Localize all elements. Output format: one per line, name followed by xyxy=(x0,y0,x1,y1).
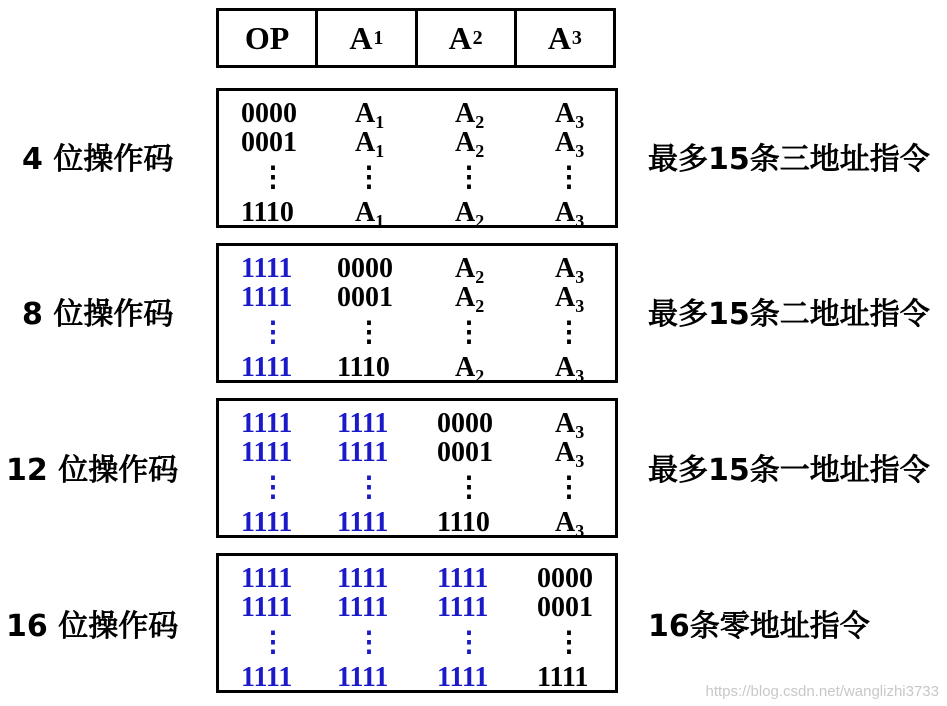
opcode-bits xyxy=(337,283,393,313)
opcode-block-4 xyxy=(216,553,618,693)
cell-text: 1111 xyxy=(241,253,293,284)
cell-subscript: 1 xyxy=(375,211,385,231)
cell-text: A xyxy=(455,127,476,158)
ellipsis-dots xyxy=(555,163,583,193)
opcode-block-2 xyxy=(216,243,618,386)
cell-subscript: 2 xyxy=(475,211,485,231)
opcode-length-label: 8 位操作码 xyxy=(22,297,174,332)
cell-text: 1111 xyxy=(241,408,293,439)
cell-text: 0001 xyxy=(241,127,297,158)
ellipsis-dots xyxy=(555,473,583,503)
opcode-bits xyxy=(437,663,488,693)
cell-subscript: 2 xyxy=(475,112,485,132)
opcode-bits xyxy=(241,198,294,228)
cell-subscript: 3 xyxy=(575,422,585,442)
cell-text: A xyxy=(555,507,576,538)
cell-text: ⋮ xyxy=(455,472,483,503)
opcode-bits xyxy=(537,663,588,693)
cell-text: ⋮ xyxy=(555,317,583,348)
address-field xyxy=(555,508,584,546)
opcode-bits xyxy=(241,254,292,284)
ellipsis-dots xyxy=(555,628,583,658)
opcode-bits xyxy=(241,128,297,158)
opcode-block-3 xyxy=(216,398,618,541)
cell-text: A xyxy=(555,437,576,468)
opcode-length-label: 12 位操作码 xyxy=(6,453,179,488)
ellipsis-dots xyxy=(355,628,383,658)
cell-text: 1111 xyxy=(241,437,293,468)
cell-text: 0000 xyxy=(537,563,593,594)
opcode-bits xyxy=(241,564,292,594)
header-op-cell xyxy=(219,11,315,65)
cell-text: ⋮ xyxy=(355,162,383,193)
cell-text: A xyxy=(455,282,476,313)
opcode-bits xyxy=(241,593,292,623)
cell-subscript: 3 xyxy=(575,267,585,287)
ellipsis-dots xyxy=(455,473,483,503)
opcode-bits xyxy=(241,283,292,313)
address-field xyxy=(455,353,484,391)
opcode-bits xyxy=(337,353,390,383)
opcode-bits xyxy=(437,438,493,468)
cell-text: 1111 xyxy=(241,592,293,623)
ellipsis-dots xyxy=(259,318,287,348)
opcode-bits xyxy=(437,409,493,439)
opcode-length-label: 16 位操作码 xyxy=(6,609,179,644)
cell-text: 1111 xyxy=(337,507,389,538)
ellipsis-dots xyxy=(259,163,287,193)
cell-text: A xyxy=(555,408,576,439)
cell-text: A xyxy=(355,197,376,228)
opcode-length-label: 4 位操作码 xyxy=(22,142,174,177)
cell-text: ⋮ xyxy=(355,472,383,503)
opcode-bits xyxy=(437,593,488,623)
instruction-count-label: 最多15条二地址指令 xyxy=(648,297,930,332)
cell-text: 0000 xyxy=(437,408,493,439)
header-a1-cell xyxy=(315,11,414,65)
opcode-bits xyxy=(537,593,593,623)
cell-text: A xyxy=(355,127,376,158)
cell-subscript: 3 xyxy=(575,451,585,471)
instruction-count-label: 16条零地址指令 xyxy=(648,609,870,644)
cell-text: ⋮ xyxy=(259,627,287,658)
cell-text: 1110 xyxy=(241,197,294,228)
instruction-count-label: 最多15条一地址指令 xyxy=(648,453,930,488)
opcode-bits xyxy=(337,593,388,623)
instruction-count-label: 最多15条三地址指令 xyxy=(648,142,930,177)
cell-subscript: 2 xyxy=(475,141,485,161)
cell-text: ⋮ xyxy=(455,162,483,193)
cell-text: ⋮ xyxy=(455,317,483,348)
cell-subscript: 2 xyxy=(475,296,485,316)
header-a2-cell xyxy=(415,11,514,65)
watermark: https://blog.csdn.net/wanglizhi3733 xyxy=(705,683,939,700)
ellipsis-dots xyxy=(455,628,483,658)
cell-text: 1111 xyxy=(337,408,389,439)
cell-text: A xyxy=(555,197,576,228)
cell-subscript: 3 xyxy=(575,211,585,231)
opcode-bits xyxy=(337,508,388,538)
opcode-bits xyxy=(337,438,388,468)
address-field xyxy=(455,198,484,236)
header-cell-text: OP xyxy=(244,19,290,56)
ellipsis-dots xyxy=(355,318,383,348)
cell-text: 1111 xyxy=(437,662,489,693)
cell-text: A xyxy=(555,352,576,383)
cell-text: 0000 xyxy=(337,253,393,284)
address-field xyxy=(555,128,584,166)
cell-text: 0001 xyxy=(537,592,593,623)
cell-text: ⋮ xyxy=(555,627,583,658)
cell-text: 1111 xyxy=(337,662,389,693)
cell-text: ⋮ xyxy=(355,317,383,348)
opcode-bits xyxy=(241,508,292,538)
ellipsis-dots xyxy=(455,318,483,348)
cell-text: A xyxy=(355,98,376,129)
address-field xyxy=(555,283,584,321)
cell-text: 1110 xyxy=(337,352,390,383)
cell-text: 0001 xyxy=(337,282,393,313)
address-field xyxy=(555,353,584,391)
opcode-bits xyxy=(537,564,593,594)
address-field xyxy=(555,198,584,236)
cell-subscript: 3 xyxy=(575,141,585,161)
ellipsis-dots xyxy=(259,473,287,503)
cell-text: ⋮ xyxy=(555,472,583,503)
cell-text: 1111 xyxy=(241,352,293,383)
address-field xyxy=(355,128,384,166)
opcode-bits xyxy=(241,353,292,383)
opcode-bits xyxy=(337,663,388,693)
cell-text: A xyxy=(555,98,576,129)
address-field xyxy=(455,283,484,321)
cell-text: 1111 xyxy=(437,563,489,594)
address-field xyxy=(355,198,384,236)
cell-text: ⋮ xyxy=(455,627,483,658)
ellipsis-dots xyxy=(355,163,383,193)
cell-text: 0001 xyxy=(437,437,493,468)
cell-text: A xyxy=(555,253,576,284)
header-cell-text: A xyxy=(448,19,472,56)
ellipsis-dots xyxy=(555,318,583,348)
ellipsis-dots xyxy=(259,628,287,658)
cell-text: A xyxy=(555,282,576,313)
cell-subscript: 2 xyxy=(475,267,485,287)
cell-text: 1110 xyxy=(437,507,490,538)
cell-text: A xyxy=(455,253,476,284)
opcode-block-1 xyxy=(216,88,618,231)
cell-text: 1111 xyxy=(337,437,389,468)
cell-text: A xyxy=(455,98,476,129)
opcode-bits xyxy=(337,409,388,439)
opcode-bits xyxy=(241,409,292,439)
header-cell-text: A xyxy=(547,19,571,56)
cell-text: 1111 xyxy=(241,282,293,313)
opcode-bits xyxy=(437,508,490,538)
cell-subscript: 1 xyxy=(375,141,385,161)
cell-subscript: 3 xyxy=(575,366,585,386)
cell-text: ⋮ xyxy=(355,627,383,658)
header-a3-cell xyxy=(514,11,613,65)
cell-subscript: 1 xyxy=(375,112,385,132)
cell-text: 1111 xyxy=(241,662,293,693)
ellipsis-dots xyxy=(355,473,383,503)
cell-text: A xyxy=(555,127,576,158)
cell-text: 1111 xyxy=(241,507,293,538)
cell-text: A xyxy=(455,352,476,383)
cell-subscript: 2 xyxy=(475,366,485,386)
cell-text: 1111 xyxy=(537,662,589,693)
cell-text: 1111 xyxy=(337,563,389,594)
cell-subscript: 3 xyxy=(575,112,585,132)
header-cell-subscript: 1 xyxy=(373,26,384,49)
cell-text: ⋮ xyxy=(259,317,287,348)
cell-text: ⋮ xyxy=(259,162,287,193)
cell-text: 0000 xyxy=(241,98,297,129)
opcode-bits xyxy=(337,254,393,284)
opcode-bits xyxy=(337,564,388,594)
header-cell-text: A xyxy=(349,19,373,56)
opcode-bits xyxy=(241,438,292,468)
cell-text: ⋮ xyxy=(555,162,583,193)
header-cell-subscript: 2 xyxy=(472,26,483,49)
instruction-format-header xyxy=(216,8,616,68)
cell-subscript: 3 xyxy=(575,521,585,541)
opcode-bits xyxy=(241,99,297,129)
cell-text: 1111 xyxy=(437,592,489,623)
address-field xyxy=(455,128,484,166)
header-cell-subscript: 3 xyxy=(571,26,582,49)
opcode-bits xyxy=(437,564,488,594)
cell-text: 1111 xyxy=(337,592,389,623)
cell-text: 1111 xyxy=(241,563,293,594)
cell-text: A xyxy=(455,197,476,228)
ellipsis-dots xyxy=(455,163,483,193)
address-field xyxy=(555,438,584,476)
cell-text: ⋮ xyxy=(259,472,287,503)
cell-subscript: 3 xyxy=(575,296,585,316)
opcode-bits xyxy=(241,663,292,693)
